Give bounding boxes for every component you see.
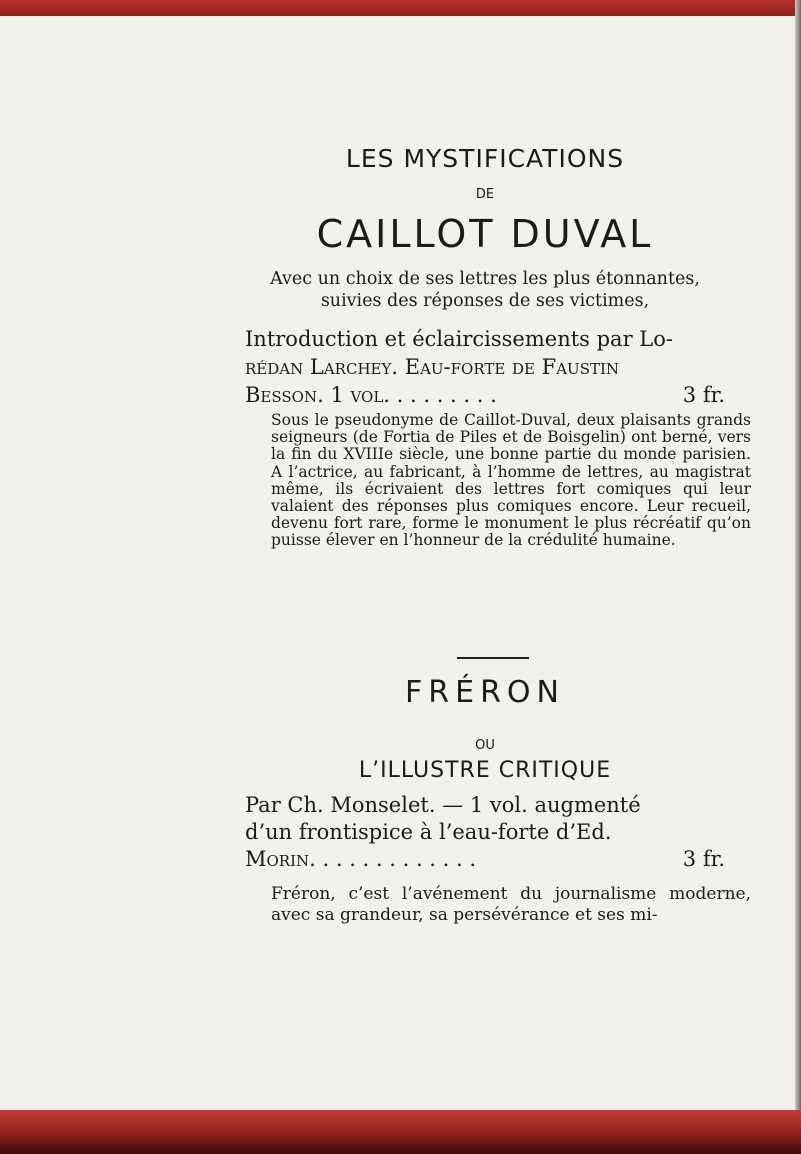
book-subtitle-critique: L’ILLUSTRE CRITIQUE — [358, 758, 612, 783]
freron-line-1: Par Ch. Monselet. — 1 vol. augmenté — [245, 793, 641, 817]
section-divider — [457, 657, 529, 659]
book-title-freron: FRÉRON — [405, 675, 565, 710]
book-subtitle: Avec un choix de ses lettres les plus étonnantes, suivies des réponses de ses victimes, — [270, 269, 700, 311]
intro-line-3 — [245, 381, 725, 409]
de-connector: DE — [475, 187, 495, 202]
ou-connector: OU — [475, 738, 495, 753]
top-binding-edge — [0, 0, 801, 16]
intro-line-1: Introduction et éclaircissements par Lo- — [245, 327, 673, 351]
bottom-binding-edge — [0, 1110, 801, 1154]
book-description: Sous le pseudonyme de Caillot-Duval, deux plaisants grands seigneurs (de Fortia de Piles et de Boisgelin) ont berné, vers la fin du XVIIIe siècle, une bonne partie du monde parisien. A l’actrice, au fabricant, à l’homme de lettres, au magistrat même, ils écrivaient des lettres fort comiques qui leur valaient des réponses plus comiques encore. Leur recueil, devenu fort rare, forme le monument le plus récréatif qu’on puisse élever en l’honneur de la crédulité humaine. — [271, 411, 751, 550]
freron-description: Fréron, c’est l’avénement du journalisme moderne, avec sa grandeur, sa persévérance et ses mi- — [271, 884, 751, 925]
intro-volume: Besson. 1 vol. . . . . . . . . — [245, 383, 497, 407]
freron-line-3 — [245, 846, 725, 873]
book-title-caillot-duval: CAILLOT DUVAL — [316, 212, 654, 256]
freron-price: 3 fr. — [682, 847, 725, 871]
book-page — [0, 16, 795, 1110]
freron-credits — [245, 792, 725, 873]
introduction-credits — [245, 325, 725, 409]
intro-line-2: rédan Larchey. Eau-forte de Faustin — [245, 355, 620, 379]
price: 3 fr. — [682, 383, 725, 407]
page-edge-shadow — [795, 0, 801, 1154]
freron-line-2: d’un frontispice à l’eau-forte d’Ed. — [245, 820, 612, 844]
freron-volume: Morin. . . . . . . . . . . . . — [245, 847, 477, 871]
series-heading: LES MYSTIFICATIONS — [345, 144, 625, 173]
